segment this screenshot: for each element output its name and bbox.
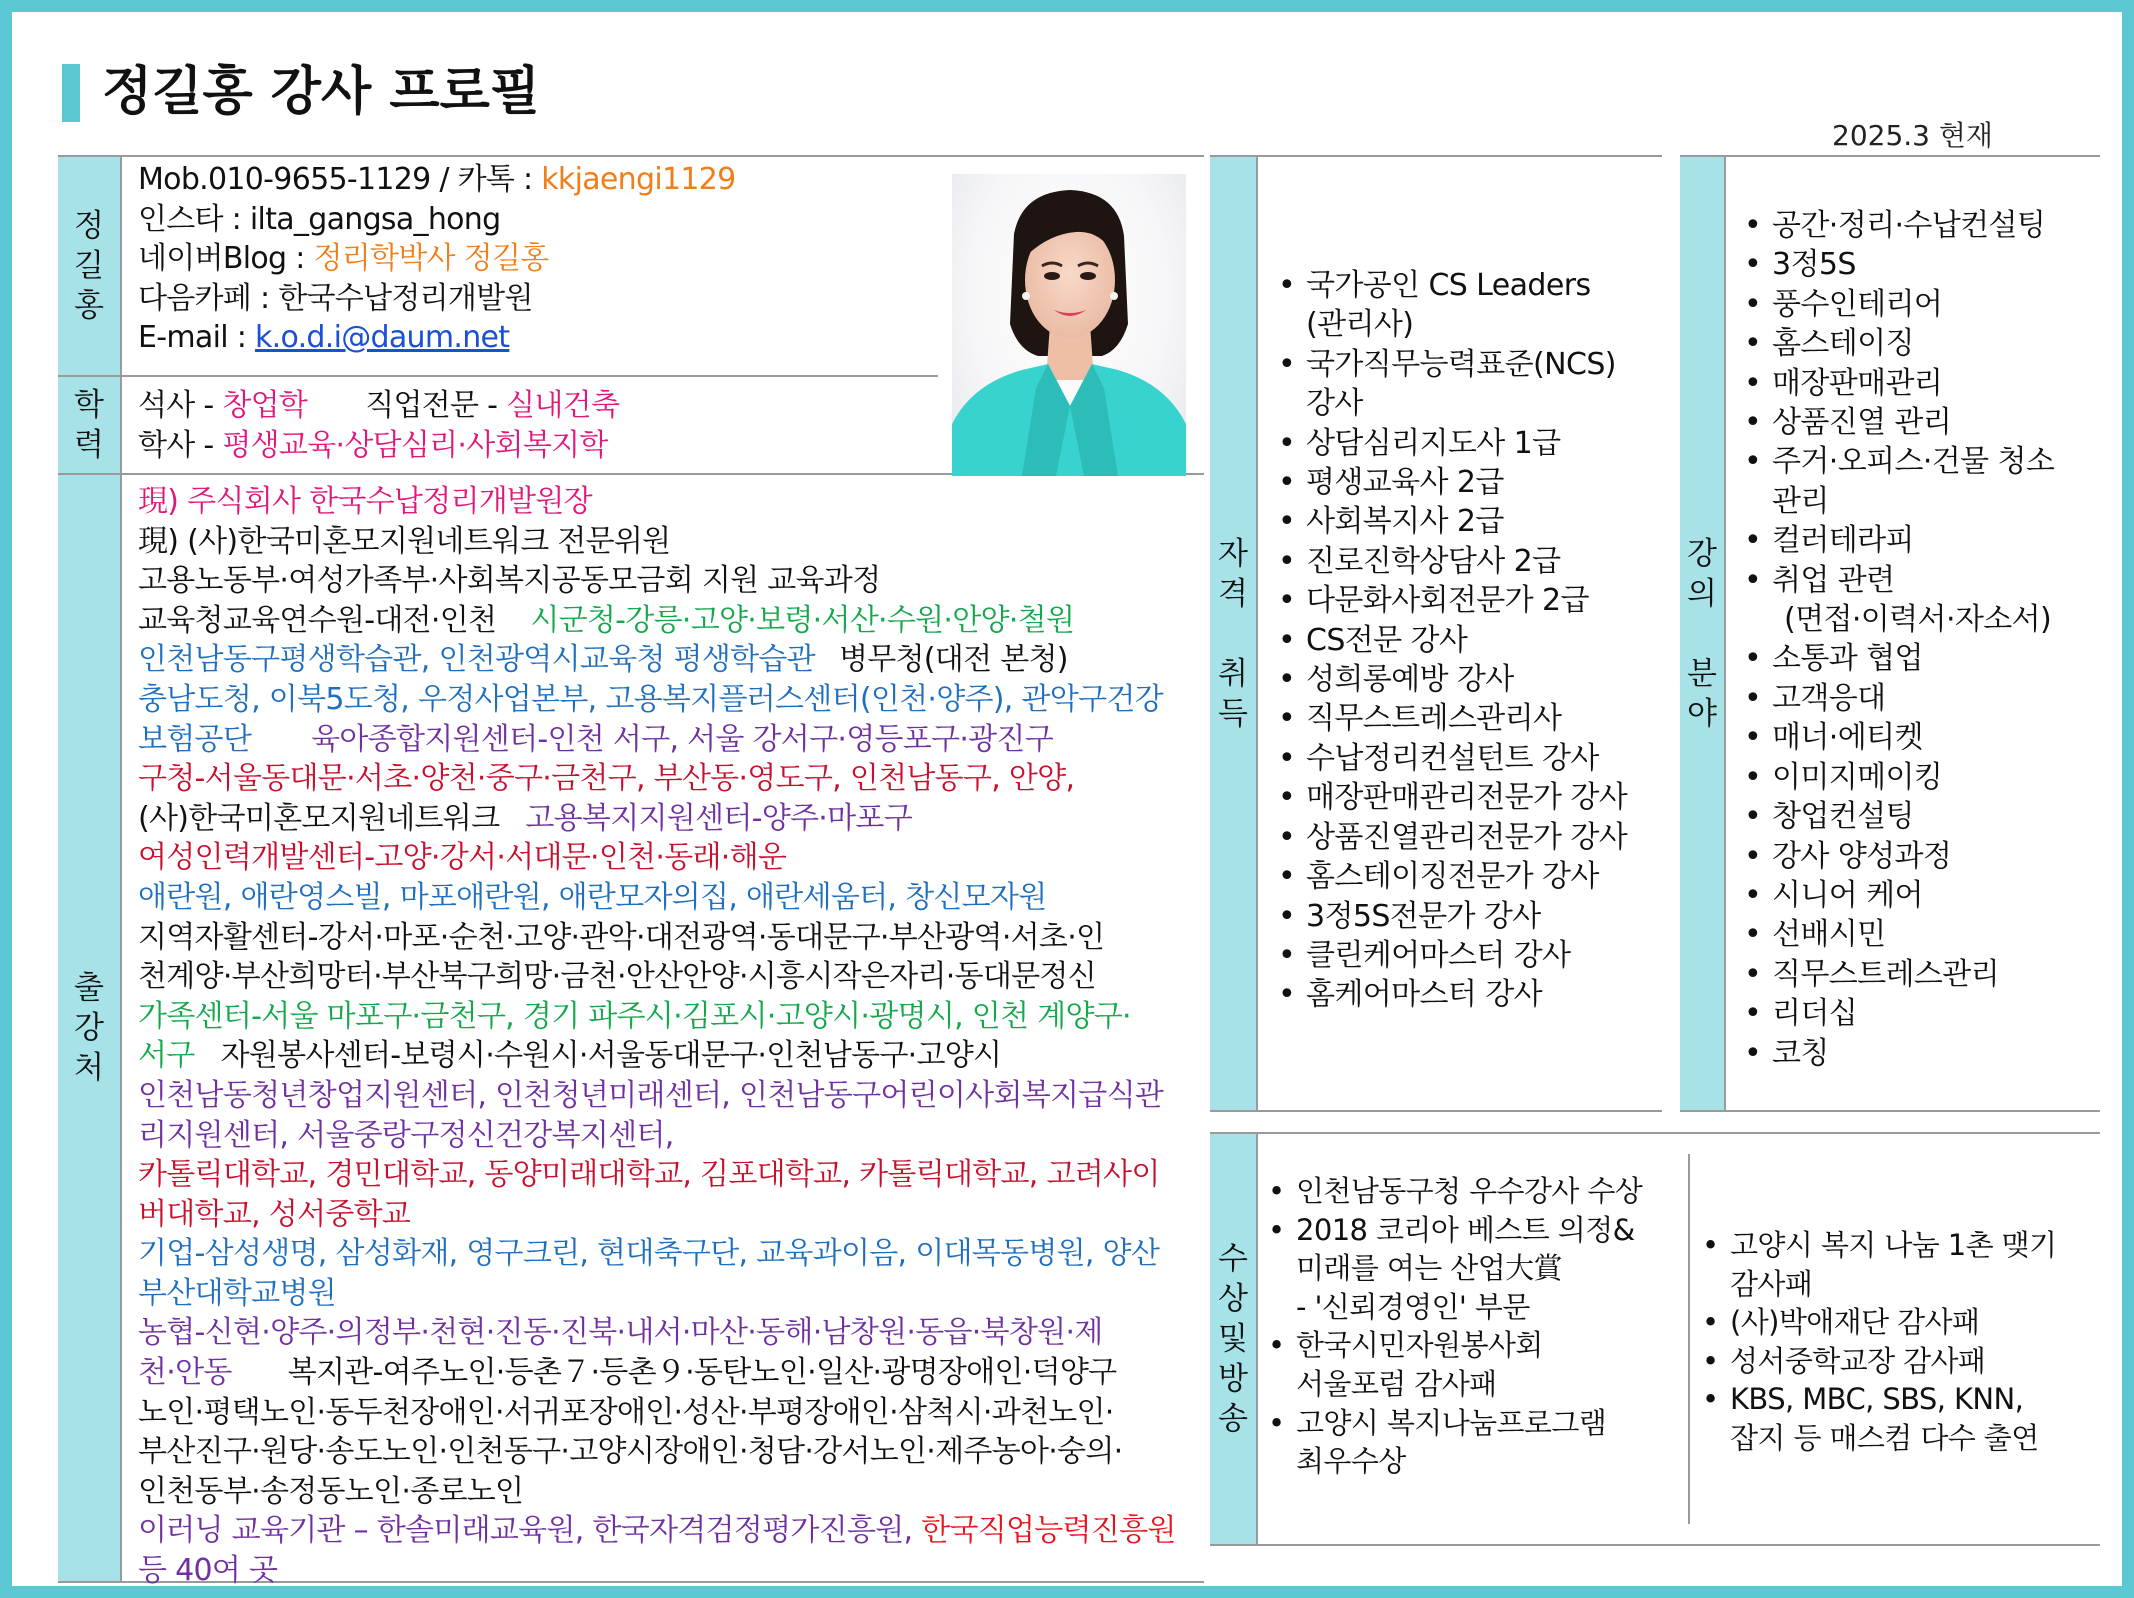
list-item: • 공간·정리·수납컨설팅: [1744, 206, 2054, 245]
list-item: • 상품진열 관리: [1744, 403, 2054, 442]
label-fields-cell: [1680, 157, 1724, 1110]
list-item: 감사패: [1730, 1266, 1813, 1301]
awards-bottom-border: [1210, 1544, 2100, 1546]
table-top-border: [58, 155, 1204, 157]
list-item: • 매장판매관리: [1744, 364, 2054, 403]
label-awards: 수상및방송: [1218, 1241, 1248, 1437]
list-item: • 소통과 협업: [1744, 639, 2054, 678]
fields-top-border: [1680, 155, 2100, 157]
list-item: • 2018 코리아 베스트 의정&: [1268, 1211, 1642, 1250]
list-item: • 3정5S: [1744, 245, 2054, 284]
contact-blog: 네이버Blog : 정리학박사 정길홍: [138, 241, 549, 277]
lecture-line: 부산진구·원당·송도노인·인천동구·고양시장애인·청담·강서노인·제주농아·숭의·: [138, 1434, 1123, 1470]
awards-right-list: [1702, 1226, 2056, 1458]
label-name: 정길홍: [74, 208, 104, 324]
label-certs: 자격 취득: [1218, 535, 1248, 732]
list-item: • 상품진열관리전문가 강사: [1278, 818, 1627, 857]
lecture-line: 부산대학교병원: [138, 1275, 336, 1311]
awards-column-divider: [1688, 1154, 1690, 1524]
lecture-line: 서구 자원봉사센터-보령시·수원시·서울동대문구·인천남동구·고양시: [138, 1038, 1002, 1074]
label-education: 학력: [74, 387, 104, 463]
list-item: 잡지 등 매스컴 다수 출연: [1730, 1420, 2039, 1455]
awards-divider: [1256, 1134, 1258, 1544]
list-item: • CS전문 강사: [1278, 621, 1627, 660]
list-item: • 선배시민: [1744, 915, 2054, 954]
label-name-cell: [58, 157, 120, 375]
list-item: 관리: [1772, 483, 1829, 519]
list-item: - '신뢰경영인' 부문: [1296, 1289, 1530, 1324]
certs-top-border: [1210, 155, 1662, 157]
email-link[interactable]: k.o.d.i@daum.net: [254, 320, 510, 356]
contact-instagram: 인스타 : ilta_gangsa_hong: [138, 201, 501, 237]
label-education-cell: [58, 377, 120, 473]
contact-mobile: Mob.010-9655-1129 / 카톡 : kkjaengi1129: [138, 162, 736, 197]
list-item: • 평생교육사 2급: [1278, 463, 1627, 502]
list-item: • 풍수인테리어: [1744, 285, 2054, 324]
list-item: • 한국시민자원봉사회: [1268, 1326, 1642, 1365]
list-item: • 컬러테라피: [1744, 521, 2054, 560]
list-item: • 사회복지사 2급: [1278, 502, 1627, 541]
kakao-id: kkjaengi1129: [541, 162, 736, 197]
education-masters: 석사 - 창업학 직업전문 - 실내건축: [138, 388, 620, 423]
lecture-line: 가족센터-서울 마포구·금천구, 경기 파주시·김포시·고양시·광명시, 인천 계양구·: [138, 998, 1131, 1034]
awards-left-list: [1268, 1172, 1642, 1481]
lecture-line: 여성인력개발센터-고양·강서·서대문·인천·동래·해운: [138, 840, 787, 876]
list-item: 강사: [1306, 386, 1363, 422]
list-item: • 고양시 복지 나눔 1촌 맺기: [1702, 1226, 2056, 1265]
list-item: • 국가공인 CS Leaders: [1278, 266, 1627, 305]
lecture-line: 애란원, 애란영스빌, 마포애란원, 애란모자의집, 애란세움터, 창신모자원: [138, 879, 1047, 915]
label-lectures-cell: [58, 475, 120, 1581]
blog-name: 정리학박사 정길홍: [313, 241, 549, 277]
certs-divider: [1256, 157, 1258, 1110]
list-item: • 리더십: [1744, 994, 2054, 1033]
list-item: • 매너·에티켓: [1744, 718, 2054, 757]
lecture-line: 인천남동청년창업지원센터, 인천청년미래센터, 인천남동구어린이사회복지급식관: [138, 1077, 1164, 1113]
list-item: • 강사 양성과정: [1744, 837, 2054, 876]
lecture-line: 카톨릭대학교, 경민대학교, 동양미래대학교, 김포대학교, 카톨릭대학교, 고려사이: [138, 1157, 1160, 1193]
list-item: • KBS, MBC, SBS, KNN,: [1702, 1380, 2056, 1419]
row-divider-contact: [58, 375, 938, 377]
lecture-line: 現) (사)한국미혼모지원네트워크 전문위원: [138, 523, 671, 559]
list-item: • 홈스테이징전문가 강사: [1278, 857, 1627, 896]
lecture-line: 천·안동 복지관-여주노인·등촌７·등촌９·동탄노인·일산·광명장애인·덕양구: [138, 1355, 1117, 1391]
lecture-line: 인천남동구평생학습관, 인천광역시교육청 평생학습관 병무청(대전 본청): [138, 642, 1068, 678]
list-item: • 수납정리컨설턴트 강사: [1278, 739, 1627, 778]
list-item: • 성희롱예방 강사: [1278, 660, 1627, 699]
lecture-line: 現) 주식회사 한국수납정리개발원장: [138, 484, 592, 519]
label-awards-cell: [1210, 1134, 1256, 1544]
lecture-line: 고용노동부·여성가족부·사회복지공동모금회 지원 교육과정: [138, 563, 881, 599]
profile-slide: [12, 12, 2122, 1589]
list-item: • 홈스테이징: [1744, 324, 2054, 363]
list-item: 최우수상: [1296, 1444, 1406, 1479]
contact-email: E-mail : k.o.d.i@daum.net: [138, 320, 510, 356]
label-fields: 강의 분야: [1687, 535, 1717, 732]
fields-bottom-border: [1680, 1110, 2100, 1112]
lecture-line: 교육청교육연수원-대전·인천 시군청-강릉·고양·보령·서산·수원·안양·철원: [138, 602, 1075, 638]
lecture-line: 등 40여 곳: [138, 1553, 278, 1589]
list-item: • 시니어 케어: [1744, 876, 2054, 915]
profile-photo: [952, 174, 1186, 476]
list-item: • 인천남동구청 우수강사 수상: [1268, 1172, 1642, 1211]
list-item: • 이미지메이킹: [1744, 758, 2054, 797]
certificates-list: [1278, 266, 1627, 1015]
list-item: • 코칭: [1744, 1034, 2054, 1073]
lecture-line: 구청-서울동대문·서초·양천·중구·금천구, 부산동·영도구, 인천남동구, 안양,: [138, 761, 1075, 797]
lecture-line: 노인·평택노인·동두천장애인·서귀포장애인·성산·부평장애인·삼척시·과천노인·: [138, 1394, 1114, 1430]
list-item: • 매장판매관리전문가 강사: [1278, 778, 1627, 817]
fields-list: [1744, 206, 2054, 1073]
awards-top-border: [1210, 1132, 2100, 1134]
list-item: • 고객응대: [1744, 679, 2054, 718]
list-item: • 성서중학교장 감사패: [1702, 1342, 2056, 1381]
portrait-illustration: [952, 174, 1186, 476]
fields-divider: [1724, 157, 1726, 1110]
lectures-block: [138, 482, 1176, 1591]
list-item: • 고양시 복지나눔프로그램: [1268, 1404, 1642, 1443]
lecture-line: 이러닝 교육기관 – 한솔미래교육원, 한국자격검정평가진흥원, 한국직업능력진흥원: [138, 1513, 1176, 1549]
list-item: • 취업 관련: [1744, 561, 2054, 600]
list-item: • 다문화사회전문가 2급: [1278, 581, 1627, 620]
list-item: • 상담심리지도사 1급: [1278, 424, 1627, 463]
list-item: • 클린케어마스터 강사: [1278, 936, 1627, 975]
list-item: • 홈케어마스터 강사: [1278, 975, 1627, 1014]
page-title: 정길홍 강사 프로필: [102, 62, 541, 122]
list-item: (관리사): [1306, 307, 1414, 343]
list-item: • (사)박애재단 감사패: [1702, 1303, 2056, 1342]
lecture-line: 인천동부·송정동노인·종로노인: [138, 1473, 524, 1509]
title-accent-bar: [62, 64, 80, 122]
lecture-line: 리지원센터, 서울중랑구정신건강복지센터,: [138, 1117, 674, 1153]
lecture-line: 충남도청, 이북5도청, 우정사업본부, 고용복지플러스센터(인천·양주), 관악구건강: [138, 681, 1163, 717]
certs-bottom-border: [1210, 1110, 1662, 1112]
list-item: • 진로진학상담사 2급: [1278, 542, 1627, 581]
label-column-divider: [120, 157, 122, 1581]
lecture-line: (사)한국미혼모지원네트워크 고용복지지원센터-양주·마포구: [138, 800, 912, 836]
list-item: • 국가직무능력표준(NCS): [1278, 345, 1627, 384]
list-item: 서울포럼 감사패: [1296, 1366, 1497, 1401]
lecture-line: 지역자활센터-강서·마포·순천·고양·관악·대전광역·동대문구·부산광역·서초·인: [138, 919, 1105, 955]
education-block: [138, 386, 619, 465]
list-item: • 3정5S전문가 강사: [1278, 897, 1627, 936]
label-certs-cell: [1210, 157, 1256, 1110]
contact-cafe: 다음카페 : 한국수납정리개발원: [138, 280, 533, 316]
education-bachelors: 학사 - 평생교육·상담심리·사회복지학: [138, 427, 608, 463]
contact-block: [138, 160, 736, 358]
label-lectures: 출강처: [74, 970, 104, 1086]
date-label: 2025.3 현재: [1832, 119, 1993, 152]
list-item: (면접·이력서·자소서): [1784, 602, 2052, 638]
lecture-line: 기업-삼성생명, 삼성화재, 영구크린, 현대축구단, 교육과이음, 이대목동병원, 양산: [138, 1236, 1160, 1272]
list-item: 미래를 여는 산업大賞: [1296, 1251, 1562, 1286]
lecture-line: 보험공단 육아종합지원센터-인천 서구, 서울 강서구·영등포구·광진구: [138, 721, 1053, 757]
list-item: • 직무스트레스관리사: [1278, 699, 1627, 738]
list-item: • 주거·오피스·건물 청소: [1744, 442, 2054, 481]
lecture-line: 버대학교, 성서중학교: [138, 1196, 411, 1232]
lecture-line: 농협-신현·양주·의정부·천현·진동·진북·내서·마산·동해·남창원·동읍·북창원·제: [138, 1315, 1103, 1351]
list-item: • 직무스트레스관리: [1744, 955, 2054, 994]
list-item: • 창업컨설팅: [1744, 797, 2054, 836]
lecture-line: 천계양·부산희망터·부산북구희망·금천·안산안양·시흥시작은자리·동대문정신: [138, 959, 1096, 995]
